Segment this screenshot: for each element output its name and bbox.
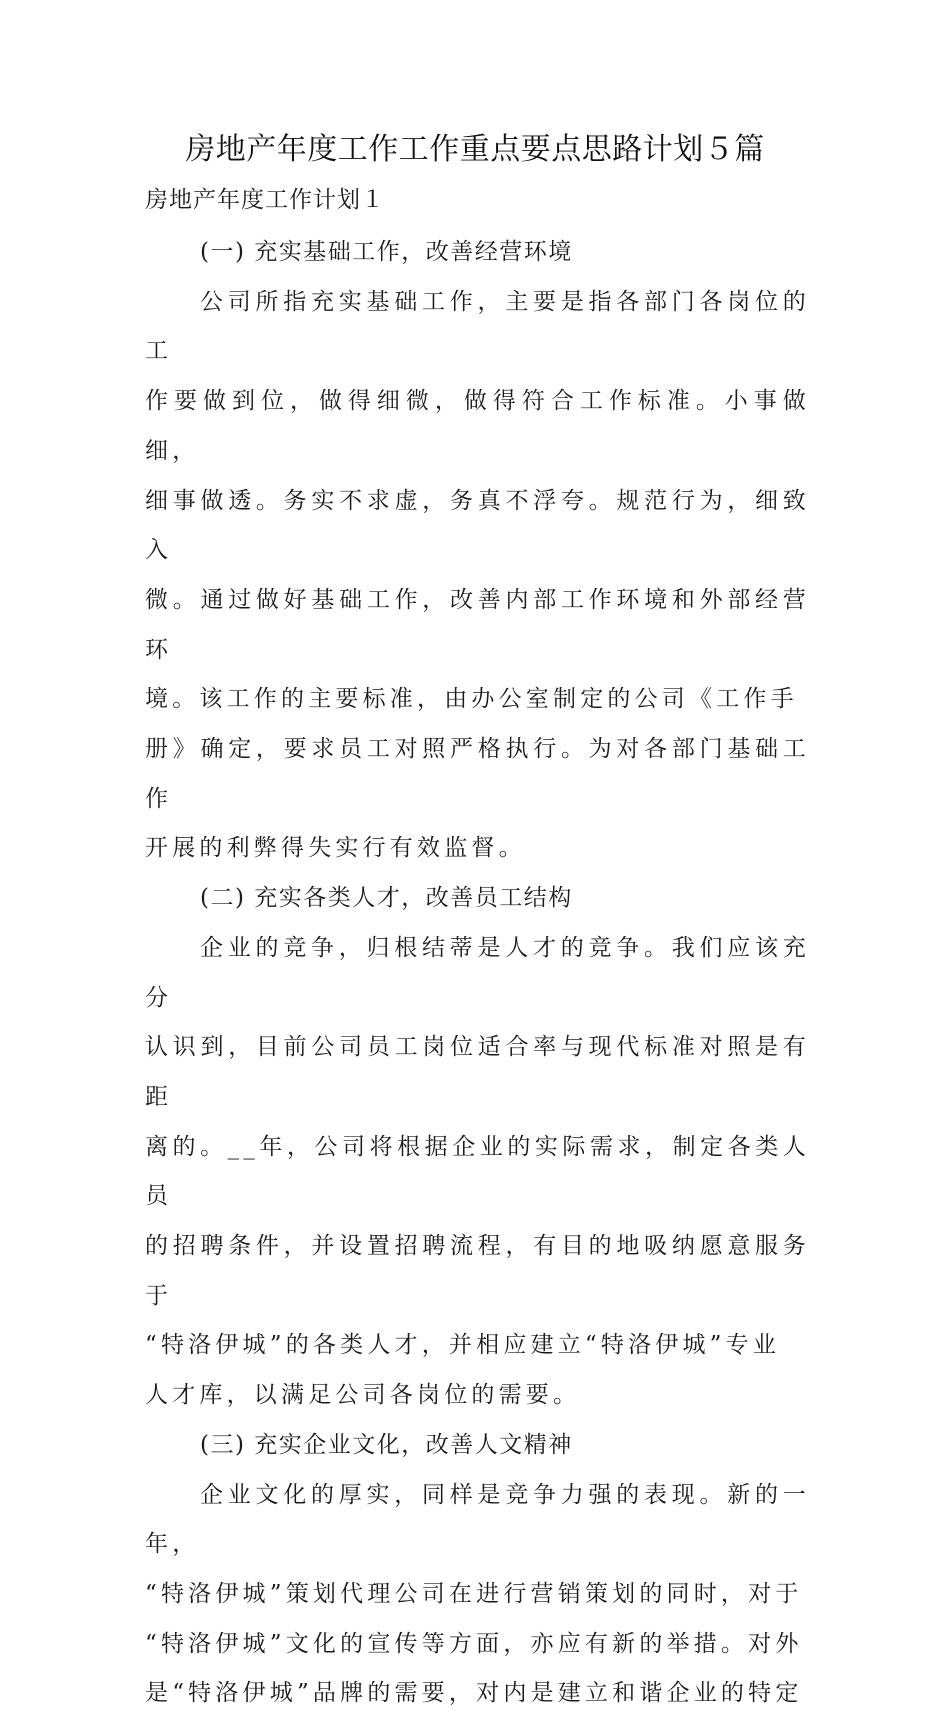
paragraph-line: 细事做透。务实不求虚，务真不浮夸。规范行为，细致入 <box>145 487 810 564</box>
document-body <box>145 228 810 1719</box>
paragraph-line: 离的。__年，公司将根据企业的实际需求，制定各类人员 <box>145 1133 810 1210</box>
paragraph-line: “特洛伊城”文化的宣传等方面，亦应有新的举措。对外 <box>145 1630 803 1657</box>
section-heading-2: (二) 充实各类人才，改善员工结构 <box>200 885 573 912</box>
section-paragraph-2 <box>145 924 810 1421</box>
paragraph-line: 开展的利弊得失实行有效监督。 <box>145 835 526 862</box>
document-title: 房地产年度工作工作重点要点思路计划５篇 <box>185 132 765 167</box>
document-subtitle: 房地产年度工作计划１ <box>145 187 385 213</box>
section-paragraph-1 <box>145 278 810 874</box>
paragraph-line: “特洛伊城”策划代理公司在进行营销策划的同时，对于 <box>145 1580 803 1607</box>
paragraph-line: 人才库，以满足公司各岗位的需要。 <box>145 1382 581 1409</box>
paragraph-line: 企业文化的厚实，同样是竞争力强的表现。新的一年， <box>145 1481 810 1558</box>
section-paragraph-3 <box>145 1471 810 1719</box>
paragraph-line: 认识到，目前公司员工岗位适合率与现代标准对照是有距 <box>145 1034 810 1110</box>
section-heading-1: (一) 充实基础工作，改善经营环境 <box>200 239 573 265</box>
paragraph-line: 企业的竞争，归根结蒂是人才的竞争。我们应该充分 <box>145 934 810 1011</box>
paragraph-line: 册》确定，要求员工对照严格执行。为对各部门基础工作 <box>145 736 810 812</box>
paragraph-line: 公司所指充实基础工作，主要是指各部门各岗位的工 <box>145 288 810 365</box>
section-heading-3: (三) 充实企业文化，改善人文精神 <box>200 1431 573 1458</box>
paragraph-line: 作要做到位，做得细微，做得符合工作标准。小事做细， <box>145 388 810 464</box>
paragraph-line: 是“特洛伊城”品牌的需要，对内是建立和谐企业的特定 <box>145 1680 803 1707</box>
paragraph-line: 境。该工作的主要标准，由办公室制定的公司《工作手 <box>145 686 798 713</box>
paragraph-line: 微。通过做好基础工作，改善内部工作环境和外部经营环 <box>145 586 810 663</box>
paragraph-line: 的招聘条件，并设置招聘流程，有目的地吸纳愿意服务于 <box>145 1233 810 1309</box>
paragraph-line: “特洛伊城”的各类人才，并相应建立“特洛伊城”专业 <box>145 1332 781 1359</box>
